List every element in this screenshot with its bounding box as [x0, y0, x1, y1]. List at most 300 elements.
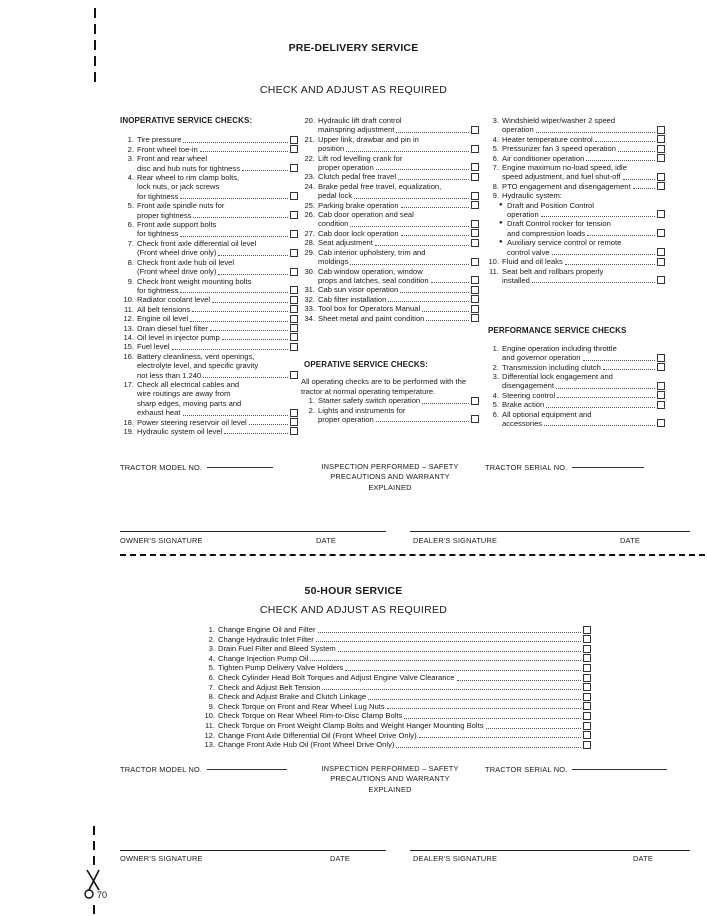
item-number: 23.	[304, 172, 315, 182]
checkbox[interactable]	[290, 249, 298, 257]
item-text	[318, 267, 479, 286]
margin-mark	[94, 56, 96, 66]
item-text	[502, 257, 665, 266]
item-line: disc and hub nuts for tightness	[137, 163, 241, 173]
item-line: Check front axle hub oil level	[137, 257, 235, 267]
item-text	[318, 248, 479, 267]
item-line: Heater temperature control	[502, 134, 593, 144]
checkbox[interactable]	[657, 173, 665, 181]
checkbox[interactable]	[290, 324, 298, 332]
checkbox[interactable]	[290, 286, 298, 294]
checkbox[interactable]	[290, 145, 298, 153]
item-line: Cab door operation and seal	[318, 210, 414, 220]
bullet-icon: ●	[499, 239, 503, 246]
checkbox[interactable]	[471, 220, 479, 228]
item-number: 10.	[123, 295, 134, 305]
item-text	[318, 314, 479, 323]
item-text	[137, 239, 298, 258]
item-number: 3.	[208, 644, 215, 654]
item-line: Seat belt and rollbars properly	[502, 266, 604, 276]
operative-intro: All operating checks are to be performed with the tractor at normal operating temperature.	[301, 377, 467, 396]
leader-dots	[172, 349, 289, 350]
checkbox[interactable]	[471, 192, 479, 200]
checkbox[interactable]	[583, 731, 591, 739]
item-text	[137, 173, 298, 201]
checkbox[interactable]	[471, 229, 479, 237]
checkbox[interactable]	[471, 286, 479, 294]
item-text	[502, 267, 665, 286]
checklist-item	[485, 372, 665, 391]
checklist-item	[120, 201, 298, 220]
leader-dots	[180, 236, 288, 237]
item-text	[318, 295, 479, 304]
checkbox[interactable]	[290, 305, 298, 313]
leader-dots	[552, 254, 655, 255]
item-line: Steering control	[502, 390, 556, 400]
item-text	[507, 201, 665, 220]
checkbox[interactable]	[471, 173, 479, 181]
item-line: accessories	[502, 418, 543, 428]
item-number: 5.	[127, 201, 134, 211]
cut-line	[120, 554, 705, 556]
checklist-item	[301, 229, 479, 238]
checkbox[interactable]	[471, 314, 479, 322]
checkbox[interactable]	[471, 397, 479, 405]
checklist-item	[301, 172, 479, 181]
item-text	[137, 305, 298, 314]
fifty-hour-item	[197, 654, 591, 664]
item-line: Pressurizer fan 3 speed operation	[502, 144, 616, 154]
checkbox[interactable]	[471, 258, 479, 266]
leader-dots	[541, 216, 655, 217]
item-line: proper operation	[318, 414, 374, 424]
item-line: Engine maximum no-load speed, idle	[502, 163, 627, 173]
item-line: Rear wheel to rim clamp bolts,	[137, 173, 240, 183]
item-line: Tool box for Operators Manual	[318, 304, 421, 314]
owner-signature-label-2: OWNER'S SIGNATURE	[120, 854, 203, 863]
item-line: Power steering reservoir oil level	[137, 417, 247, 427]
leader-dots	[350, 264, 469, 265]
item-number: 33.	[304, 304, 315, 314]
leader-dots	[556, 388, 655, 389]
leader-dots	[536, 132, 655, 133]
checkbox[interactable]	[290, 333, 298, 341]
item-number: 9.	[127, 276, 134, 286]
checkbox[interactable]	[471, 145, 479, 153]
checklist-item	[301, 248, 479, 267]
checkbox[interactable]	[471, 295, 479, 303]
checkbox[interactable]	[657, 229, 665, 237]
checkbox[interactable]	[290, 343, 298, 351]
checklist-item	[120, 324, 298, 333]
checkbox[interactable]	[290, 296, 298, 304]
fifty-hour-item	[197, 663, 591, 673]
item-text	[137, 324, 298, 333]
item-number: 3.	[492, 371, 499, 381]
checklist-item	[485, 135, 665, 144]
item-number: 2.	[127, 144, 134, 154]
item-text	[318, 201, 479, 210]
leader-dots	[218, 255, 288, 256]
checklist-item	[301, 210, 479, 229]
item-line: Lights and instruments for	[318, 405, 406, 415]
item-number: 11.	[205, 720, 215, 730]
item-number: 27.	[304, 228, 315, 238]
item-line: Check Torque on Front and Rear Wheel Lug Nuts	[218, 701, 385, 711]
leader-dots	[398, 179, 469, 180]
checkbox[interactable]	[583, 645, 591, 653]
checklist-item	[301, 182, 479, 201]
fifty-hour-item	[197, 644, 591, 654]
item-number: 16.	[123, 351, 134, 361]
leader-dots	[222, 339, 288, 340]
leader-dots	[532, 282, 655, 283]
checkbox[interactable]	[290, 315, 298, 323]
checkbox[interactable]	[290, 371, 298, 379]
item-text	[318, 406, 479, 425]
leader-dots	[422, 403, 469, 404]
owner-signature-line	[120, 531, 386, 532]
item-text	[137, 258, 298, 277]
fifty-hour-item	[197, 740, 591, 750]
item-text	[137, 333, 298, 342]
checkbox[interactable]	[657, 126, 665, 134]
checklist-item	[301, 396, 479, 405]
item-number: 3.	[492, 116, 499, 125]
checkbox[interactable]	[290, 268, 298, 276]
item-line: installed	[502, 275, 530, 285]
item-text	[318, 154, 479, 173]
checkbox[interactable]	[657, 135, 665, 143]
leader-dots	[200, 151, 288, 152]
leader-dots	[404, 718, 581, 719]
item-line: proper tightness	[137, 210, 192, 220]
checkbox[interactable]	[290, 418, 298, 426]
leader-dots	[218, 274, 288, 275]
leader-dots	[338, 651, 581, 652]
item-number: 11.	[124, 304, 134, 314]
item-line: sharp edges, moving parts and	[137, 398, 242, 408]
performance-heading: PERFORMANCE SERVICE CHECKS	[488, 326, 627, 336]
item-number: 1.	[492, 343, 499, 353]
page-subtitle: CHECK AND ADJUST AS REQUIRED	[259, 84, 448, 96]
checklist-item	[485, 391, 665, 400]
checkbox[interactable]	[657, 154, 665, 162]
item-text	[318, 135, 479, 154]
leader-dots	[388, 301, 469, 302]
checklist-item	[301, 314, 479, 323]
item-line: Radiator coolant level	[137, 295, 211, 305]
checkbox[interactable]	[583, 702, 591, 710]
dealer-signature-line-2	[410, 850, 690, 851]
item-line: for tightness	[137, 285, 179, 295]
item-line: Change Injection Pump Oil	[218, 653, 309, 663]
item-number: 8.	[492, 181, 499, 191]
checkbox[interactable]	[657, 391, 665, 399]
item-number: 13.	[204, 740, 215, 750]
item-line: Tire pressure	[137, 135, 182, 145]
item-line: PTO engagement and disengagement	[502, 181, 631, 191]
checkbox[interactable]	[583, 741, 591, 749]
dealer-date-label-2: DATE	[633, 854, 653, 863]
leader-dots	[419, 737, 581, 738]
item-line: Hydraulic system:	[502, 191, 562, 201]
item-number: 8.	[208, 692, 215, 702]
inoperative-heading: INOPERATIVE SERVICE CHECKS:	[120, 116, 253, 125]
leader-dots	[224, 433, 288, 434]
checkbox[interactable]	[290, 192, 298, 200]
fifty-hour-item	[197, 731, 591, 741]
leader-dots	[183, 415, 289, 416]
item-line: All optional equipment and	[502, 409, 592, 419]
item-number: 1.	[308, 396, 315, 406]
item-text	[502, 400, 665, 409]
item-number: 14.	[123, 332, 134, 342]
item-number: 5.	[492, 400, 499, 410]
margin-mark	[94, 8, 96, 18]
owner-date-label-2: DATE	[330, 854, 350, 863]
checklist-item	[301, 267, 479, 286]
owner-signature-line-2	[120, 850, 386, 851]
checklist-item	[120, 305, 298, 314]
item-text	[507, 219, 665, 238]
item-number: 17.	[123, 379, 134, 389]
checkbox[interactable]	[290, 409, 298, 417]
item-text	[502, 391, 665, 400]
checkbox[interactable]	[583, 674, 591, 682]
leader-dots	[400, 292, 469, 293]
inoperative-column-2	[301, 116, 479, 424]
item-line: Change Hydraulic Inlet Filter	[218, 634, 314, 644]
item-line: position	[318, 144, 345, 154]
item-line: and governor operation	[502, 353, 581, 363]
checkbox[interactable]	[657, 276, 665, 284]
item-line: operation	[507, 210, 539, 220]
item-text	[318, 210, 479, 229]
checklist-item	[301, 116, 479, 135]
leader-dots	[368, 699, 581, 700]
leader-dots	[376, 169, 469, 170]
checklist-item	[120, 427, 298, 436]
checklist-item	[120, 314, 298, 323]
checkbox[interactable]	[583, 654, 591, 662]
leader-dots	[212, 302, 288, 303]
leader-dots	[387, 708, 581, 709]
item-line: Brake action	[502, 400, 545, 410]
leader-dots	[375, 245, 469, 246]
leader-dots	[316, 641, 581, 642]
item-number: 7.	[492, 163, 499, 173]
bullet-icon: ●	[499, 201, 503, 208]
item-line: Draft and Position Control	[507, 200, 594, 210]
item-line: Parking brake operation	[318, 200, 399, 210]
checklist-item	[301, 295, 479, 304]
item-line: Drain diesel fuel filter	[137, 323, 208, 333]
item-number: 21.	[304, 134, 315, 144]
item-line: Differential lock engagement and	[502, 371, 613, 381]
item-text	[137, 135, 298, 144]
checkbox[interactable]	[657, 419, 665, 427]
item-text	[137, 220, 298, 239]
fifty-hour-item	[197, 625, 591, 635]
item-number: 15.	[123, 342, 134, 352]
item-line: exhaust heat	[137, 408, 181, 418]
margin-mark	[94, 72, 96, 82]
checklist-item	[485, 363, 665, 372]
item-text	[502, 344, 665, 363]
item-line: and compression loads	[507, 228, 586, 238]
dealer-signature-line	[410, 531, 690, 532]
item-line: pedal lock	[318, 191, 353, 201]
fifty-hour-item	[197, 702, 591, 712]
item-text	[137, 154, 298, 173]
checkbox[interactable]	[471, 276, 479, 284]
checklist-item	[485, 257, 665, 266]
leader-dots	[310, 660, 581, 661]
checkbox[interactable]	[471, 305, 479, 313]
item-line: Drain Fuel Filter and Bleed System	[218, 644, 336, 654]
item-number: 29.	[304, 247, 315, 257]
dealer-signature-label: DEALER'S SIGNATURE	[413, 536, 498, 545]
leader-dots	[486, 728, 582, 729]
leader-dots	[546, 407, 655, 408]
checklist-item	[485, 410, 665, 429]
item-line: Fuel level	[137, 342, 170, 352]
checkbox[interactable]	[290, 427, 298, 435]
item-number: 2.	[208, 634, 215, 644]
checkbox[interactable]	[290, 136, 298, 144]
checklist-item	[301, 238, 479, 247]
item-number: 2.	[308, 405, 315, 415]
checkbox[interactable]	[471, 239, 479, 247]
item-number: 12.	[204, 730, 215, 740]
checkbox[interactable]	[657, 145, 665, 153]
leader-dots	[180, 292, 288, 293]
checkbox[interactable]	[471, 415, 479, 423]
item-line: Cab window operation, window	[318, 266, 423, 276]
checklist-item	[120, 154, 298, 173]
checklist-item	[120, 352, 298, 380]
leader-dots	[595, 141, 655, 142]
item-line: proper operation	[318, 163, 374, 173]
leader-dots	[401, 207, 469, 208]
item-line: Fluid and oil leaks	[502, 257, 563, 267]
checkbox[interactable]	[290, 211, 298, 219]
item-line: All belt tensions	[137, 304, 191, 314]
item-number: 13.	[123, 323, 134, 333]
item-number: 6.	[127, 220, 134, 230]
checklist-item	[301, 406, 479, 425]
bullet-icon: ●	[499, 220, 503, 227]
leader-dots	[203, 377, 288, 378]
checkbox[interactable]	[657, 401, 665, 409]
checkbox[interactable]	[471, 163, 479, 171]
checklist-item	[120, 135, 298, 144]
leader-dots	[180, 198, 288, 199]
checkbox[interactable]	[290, 164, 298, 172]
leader-dots	[396, 747, 581, 748]
item-line: disengagement	[502, 381, 554, 391]
fifty-hour-item	[197, 683, 591, 693]
checkbox[interactable]	[471, 201, 479, 209]
checkbox[interactable]	[657, 354, 665, 362]
checkbox[interactable]	[583, 626, 591, 634]
leader-dots	[354, 198, 469, 199]
item-number: 1.	[208, 625, 215, 634]
item-text	[318, 285, 479, 294]
checkbox[interactable]	[657, 382, 665, 390]
owner-date-label: DATE	[316, 536, 336, 545]
inoperative-column-1	[120, 116, 298, 436]
dealer-signature-label-2: DEALER'S SIGNATURE	[413, 854, 498, 863]
item-line: Check all electrical cables and	[137, 379, 240, 389]
checkbox[interactable]	[657, 182, 665, 190]
leader-dots	[587, 235, 655, 236]
checklist-item	[120, 333, 298, 342]
item-line: moldings	[318, 257, 349, 267]
item-text	[137, 314, 298, 323]
checkbox[interactable]	[583, 712, 591, 720]
leader-dots	[192, 311, 288, 312]
checkbox[interactable]	[583, 635, 591, 643]
item-number: 4.	[492, 390, 499, 400]
leader-dots	[193, 217, 288, 218]
leader-dots	[618, 151, 655, 152]
checkbox[interactable]	[583, 664, 591, 672]
item-line: Front and rear wheel	[137, 154, 208, 164]
item-text	[137, 201, 298, 220]
checkbox[interactable]	[290, 230, 298, 238]
item-line: Cab interior upholstery, trim and	[318, 247, 426, 257]
checkbox[interactable]	[657, 363, 665, 371]
item-line: props and latches, seal condition	[318, 275, 429, 285]
checkbox[interactable]	[583, 683, 591, 691]
item-number: 6.	[492, 153, 499, 163]
item-text	[318, 172, 479, 181]
checklist-item	[301, 135, 479, 154]
checkbox[interactable]	[657, 258, 665, 266]
leader-dots	[603, 369, 655, 370]
checkbox[interactable]	[471, 126, 479, 134]
checkbox[interactable]	[583, 693, 591, 701]
item-line: Oil level in injector pump	[137, 332, 220, 342]
item-text	[318, 229, 479, 238]
item-line: Sheet metal and paint condition	[318, 313, 425, 323]
item-line: Cab sun visor operation	[318, 285, 399, 295]
fifty-hour-title: 50-HOUR SERVICE	[304, 585, 403, 597]
item-number: 2.	[492, 362, 499, 372]
operative-column-3	[485, 116, 665, 428]
item-text	[137, 295, 298, 304]
checklist-item	[120, 277, 298, 296]
item-line: electrolyte level, and specific gravity	[137, 361, 259, 371]
leader-dots	[457, 680, 581, 681]
item-text	[137, 380, 298, 418]
leader-dots	[401, 235, 469, 236]
item-line: Check front weight mounting bolts	[137, 276, 252, 286]
checkbox[interactable]	[657, 210, 665, 218]
item-text	[137, 352, 298, 380]
checklist-item	[485, 400, 665, 409]
item-number: 22.	[304, 153, 315, 163]
item-line: (Front wheel drive only)	[137, 248, 217, 258]
checkbox[interactable]	[583, 722, 591, 730]
operative-heading: OPERATIVE SERVICE CHECKS:	[304, 359, 429, 369]
checkbox[interactable]	[657, 248, 665, 256]
margin-mark	[93, 905, 95, 914]
item-line: Transmission including clutch	[502, 362, 601, 372]
item-line: control valve	[507, 247, 550, 257]
